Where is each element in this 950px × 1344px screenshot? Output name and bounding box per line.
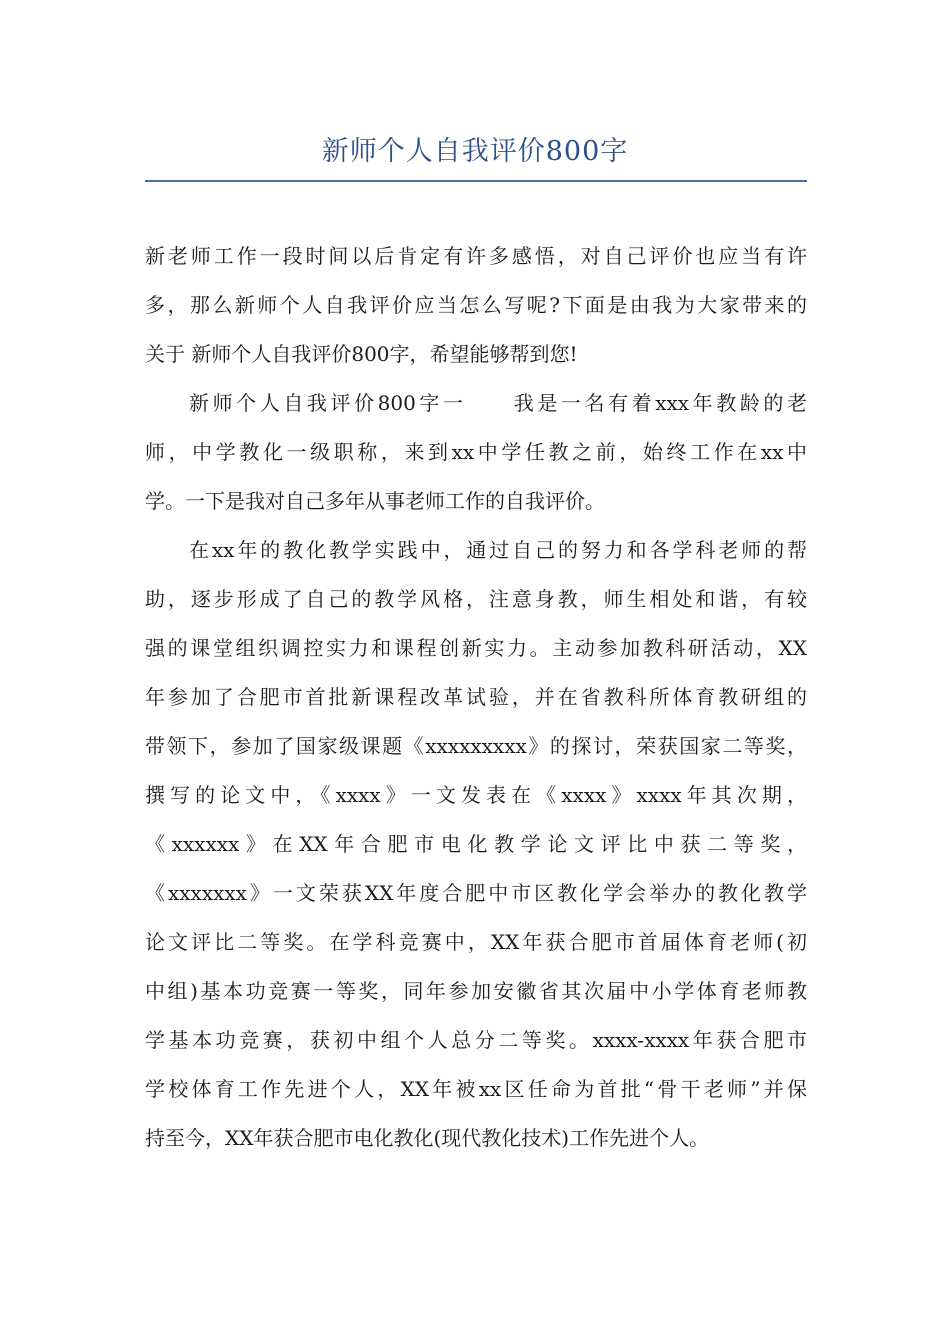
paragraph-line: 学基本功竞赛，获初中组个人总分二等奖。xxxx-xxxx年获合肥市 bbox=[145, 1028, 807, 1052]
paragraph-line: 强的课堂组织调控实力和课程创新实力。主动参加教科研活动，XX bbox=[145, 636, 807, 660]
paragraph-line: 新老师工作一段时间以后肯定有许多感悟，对自己评价也应当有许 bbox=[145, 244, 807, 268]
document-title: 新师个人自我评价800字 bbox=[321, 136, 629, 167]
paragraph-line: 年参加了合肥市首批新课程改革试验，并在省教科所体育教研组的 bbox=[145, 685, 807, 709]
paragraph-line: 新师个人自我评价800字一 我是一名有着xxx年教龄的老 bbox=[189, 391, 807, 415]
paragraph-line: 师，中学教化一级职称，来到xx中学任教之前，始终工作在xx中 bbox=[145, 440, 807, 464]
paragraph-line: 带领下，参加了国家级课题《xxxxxxxxx》的探讨，荣获国家二等奖， bbox=[145, 734, 807, 758]
paragraph-line: 持至今，XX年获合肥市电化教化(现代教化技术)工作先进个人。 bbox=[145, 1126, 710, 1150]
document-body bbox=[145, 232, 807, 1163]
paragraph-line: 助，逐步形成了自己的教学风格，注意身教，师生相处和谐，有较 bbox=[145, 587, 807, 611]
paragraph-line: 中组)基本功竞赛一等奖，同年参加安徽省其次届中小学体育老师教 bbox=[145, 979, 807, 1003]
paragraph-line: 撰写的论文中，《xxxx》一文发表在《xxxx》xxxx年其次期， bbox=[145, 783, 807, 807]
paragraph-line: 学校体育工作先进个人，XX年被xx区任命为首批“骨干老师”并保 bbox=[145, 1077, 807, 1101]
paragraph-line: 学。一下是我对自己多年从事老师工作的自我评价。 bbox=[145, 489, 605, 513]
paragraph-line: 《xxxxxx》在XX年合肥市电化教学论文评比中获二等奖， bbox=[145, 832, 807, 856]
paragraph-line: 在xx年的教化教学实践中，通过自己的努力和各学科老师的帮 bbox=[189, 538, 807, 562]
paragraph-line: 关于 新师个人自我评价800字，希望能够帮到您! bbox=[145, 342, 578, 366]
paragraph-line: 论文评比二等奖。在学科竞赛中，XX年获合肥市首届体育老师(初 bbox=[145, 930, 807, 954]
paragraph-line: 多，那么新师个人自我评价应当怎么写呢?下面是由我为大家带来的 bbox=[145, 293, 807, 317]
title-underline bbox=[145, 180, 807, 182]
paragraph-line: 《xxxxxxx》一文荣获XX年度合肥中市区教化学会举办的教化教学 bbox=[145, 881, 807, 905]
